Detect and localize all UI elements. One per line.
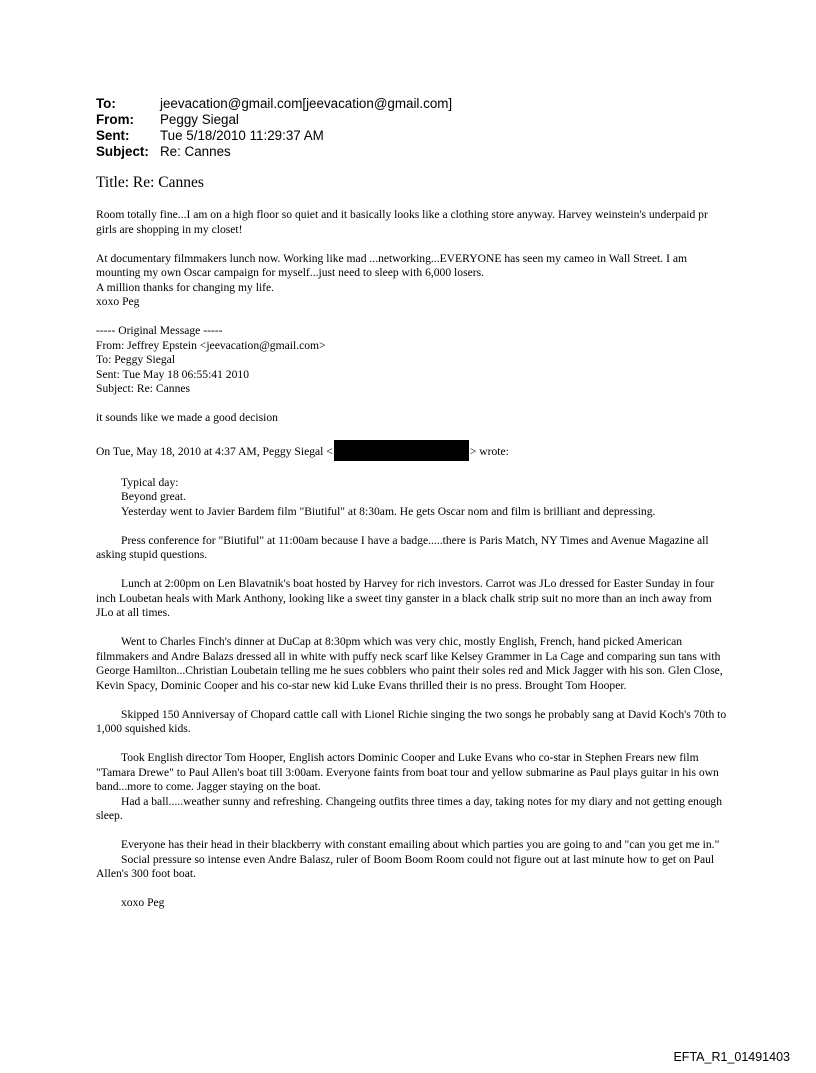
quoted-line: Typical day: xyxy=(121,475,179,489)
to-value: jeevacation@gmail.com[jeevacation@gmail.com] xyxy=(160,96,453,111)
sent-label: Sent: xyxy=(96,128,130,143)
quoted-paragraph-boat xyxy=(96,751,728,824)
redaction-bar xyxy=(334,440,469,461)
subject-label: Subject: xyxy=(96,144,149,159)
from-value: Peggy Siegal xyxy=(160,112,239,127)
quote-intro xyxy=(96,440,728,461)
quote-intro-before: On Tue, May 18, 2010 at 4:37 AM, Peggy Siegal < xyxy=(96,445,333,458)
reply-paragraph-2 xyxy=(96,252,728,310)
original-from: From: Jeffrey Epstein <jeevacation@gmail.com> xyxy=(96,338,326,352)
original-message-text: it sounds like we made a good decision xyxy=(96,411,278,424)
original-to: To: Peggy Siegal xyxy=(96,353,176,366)
original-message-header xyxy=(96,324,728,397)
email-title: Title: Re: Cannes xyxy=(96,174,204,191)
from-label: From: xyxy=(96,112,134,127)
quoted-opening xyxy=(96,476,728,520)
quoted-paragraph-blackberry xyxy=(96,838,728,882)
quoted-boat-text: Took English director Tom Hooper, English actors Dominic Cooper and Luke Evans who co-star in Stephen Frears new film "Tamara Drewe" to Paul Allen's boat till 3:00am. Everyone faints from boat tour and yellow submarine as Paul plays guitar in his own band...more to come. Jagger staying on the boat. xyxy=(96,751,719,793)
to-label: To: xyxy=(96,96,116,111)
document-id: EFTA_R1_01491403 xyxy=(673,1050,790,1064)
reply-paragraph-1: Room totally fine...I am on a high floor so quiet and it basically looks like a clothing store anyway. Harvey weinstein's underpaid pr girls are shopping in my closet! xyxy=(96,208,708,236)
header-to-row xyxy=(96,96,452,112)
quoted-paragraph-dinner: Went to Charles Finch's dinner at DuCap at 8:30pm which was very chic, mostly English, French, hand picked American filmmakers and Andre Balazs dressed all in white with puffy neck scarf like Kelsey Grammer in La Cage and comparing sun tans with George Hamilton...Christian Loubetain telling me he sues cobblers who paint their soles red and Mick Jagger with his son. Glen Close, Kevin Spacy, Dominic Cooper and his co-star new kid Luke Evans thrilled their is no press. Brought Tom Hooper. xyxy=(96,635,723,692)
subject-value: Re: Cannes xyxy=(160,144,231,159)
quoted-ball-text: Had a ball.....weather sunny and refreshing. Changeing outfits three times a day, taking notes for my diary and not getting enough sleep. xyxy=(96,794,723,822)
header-subject-row xyxy=(96,144,452,160)
reply-signoff: xoxo Peg xyxy=(96,295,140,308)
original-sent: Sent: Tue May 18 06:55:41 2010 xyxy=(96,367,249,381)
header-sent-row xyxy=(96,128,452,144)
quoted-signoff: xoxo Peg xyxy=(121,896,165,909)
header-from-row xyxy=(96,112,452,128)
quoted-paragraph-chopard: Skipped 150 Anniversay of Chopard cattle call with Lionel Richie singing the two songs he probably sang at David Koch's 70th to 1,000 squished kids. xyxy=(96,707,727,735)
email-body xyxy=(96,208,728,925)
original-divider: ----- Original Message ----- xyxy=(96,324,223,337)
email-header xyxy=(96,96,452,160)
sent-value: Tue 5/18/2010 11:29:37 AM xyxy=(160,128,324,143)
original-subject: Subject: Re: Cannes xyxy=(96,382,191,395)
quoted-social-text: Social pressure so intense even Andre Balasz, ruler of Boom Boom Room could not figure out at last minute how to get on Paul Allen's 300 foot boat. xyxy=(96,852,715,880)
quoted-bb-text: Everyone has their head in their blackberry with constant emailing about which parties you are going to and "can you get me in." xyxy=(121,838,720,851)
reply-line: At documentary filmmakers lunch now. Working like mad ...networking...EVERYONE has seen my cameo in Wall Street. I am mounting my own Oscar campaign for myself...just need to sleep with 6,000 losers. xyxy=(96,251,688,279)
quoted-line: Yesterday went to Javier Bardem film "Biutiful" at 8:30am. He gets Oscar nom and film is brilliant and depressing. xyxy=(121,504,656,518)
reply-line: A million thanks for changing my life. xyxy=(96,280,275,294)
quoted-line: Beyond great. xyxy=(121,490,187,503)
quote-intro-after: > wrote: xyxy=(469,445,509,458)
quoted-paragraph-lunch: Lunch at 2:00pm on Len Blavatnik's boat hosted by Harvey for rich investors. Carrot was JLo dressed for Easter Sunday in four inch Loubetan heals with Mark Anthony, looking like a sweet tiny ganster in a black chalk strip suit no more than an inch away from JLo at all times. xyxy=(96,577,715,619)
quoted-paragraph-press: Press conference for "Biutiful" at 11:00am because I have a badge.....there is Paris Match, NY Times and Avenue Magazine all asking stupid questions. xyxy=(96,533,709,561)
